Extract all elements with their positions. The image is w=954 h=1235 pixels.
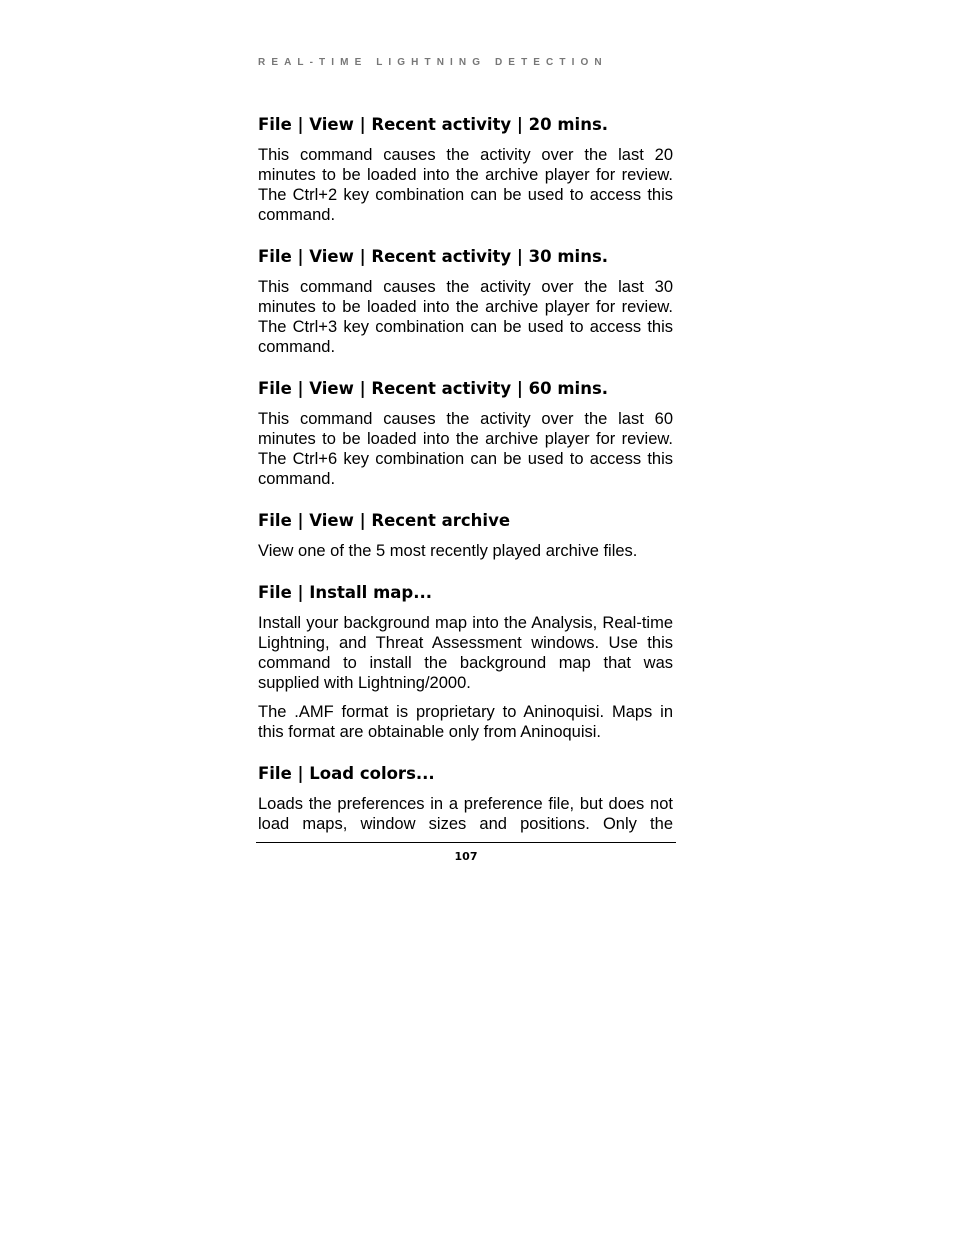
- page-content: [258, 114, 673, 855]
- paragraph: This command causes the activity over the last 30 minutes to be loaded into the archive player for review. The Ctrl+3 key combination can be used to access this command.: [258, 278, 673, 356]
- running-header: REAL-TIME LIGHTNING DETECTION: [258, 57, 608, 68]
- section-title: File | Load colors...: [258, 764, 435, 783]
- section-recent-activity-30: [258, 246, 673, 357]
- section-title: File | View | Recent activity | 60 mins.: [258, 379, 609, 398]
- paragraph: View one of the 5 most recently played archive files.: [258, 542, 638, 560]
- section-title: File | Install map...: [258, 583, 433, 602]
- section-load-colors: [258, 763, 673, 834]
- section-install-map: [258, 582, 673, 742]
- section-title: File | View | Recent archive: [258, 511, 511, 530]
- paragraph: The .AMF format is proprietary to Aninoquisi. Maps in this format are obtainable only from Aninoquisi.: [258, 703, 673, 741]
- section-recent-activity-20: [258, 114, 673, 225]
- paragraph: Loads the preferences in a preference file, but does not load maps, window sizes and positions. Only the: [258, 795, 673, 833]
- paragraph: This command causes the activity over the last 60 minutes to be loaded into the archive player for review. The Ctrl+6 key combination can be used to access this command.: [258, 410, 673, 488]
- paragraph: Install your background map into the Analysis, Real-time Lightning, and Threat Assessment windows. Use this command to install the background map that was supplied with Lightning/2000.: [258, 614, 673, 692]
- paragraph: This command causes the activity over the last 20 minutes to be loaded into the archive player for review. The Ctrl+2 key combination can be used to access this command.: [258, 146, 673, 224]
- section-title: File | View | Recent activity | 20 mins.: [258, 115, 609, 134]
- footer-divider: [256, 842, 676, 843]
- section-title: File | View | Recent activity | 30 mins.: [258, 247, 609, 266]
- page-number: 107: [454, 850, 478, 863]
- section-recent-archive: [258, 510, 673, 561]
- section-recent-activity-60: [258, 378, 673, 489]
